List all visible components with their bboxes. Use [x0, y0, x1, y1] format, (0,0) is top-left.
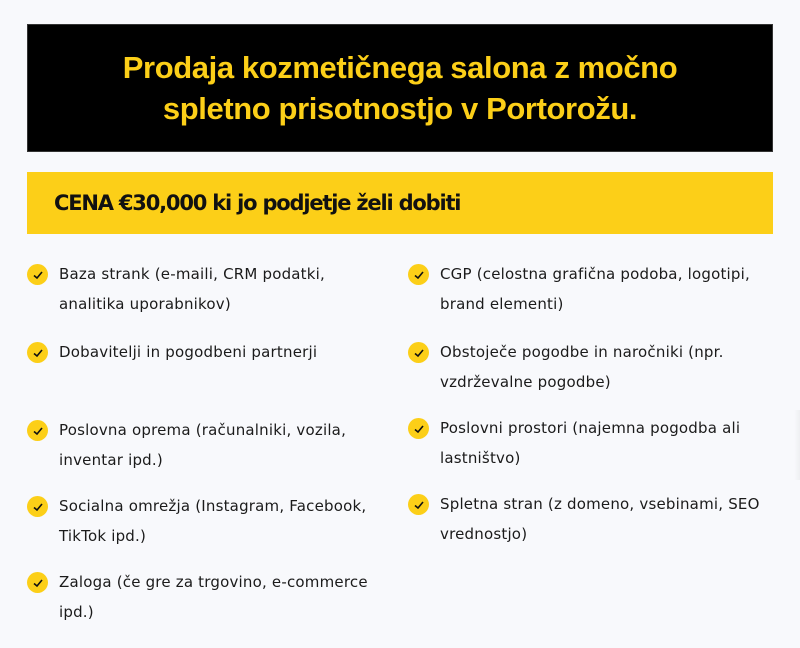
list-item-text: Poslovni prostori (najemna pogodba ali lastništvo)	[440, 419, 741, 467]
feature-list-left	[27, 259, 387, 627]
list-item-text: Spletna stran (z domeno, vsebinami, SEO vrednostjo)	[440, 495, 760, 543]
title-line-2: spletno prisotnostjo v Portorožu.	[162, 91, 638, 126]
list-item	[27, 259, 387, 319]
price-bar	[27, 172, 773, 234]
list-item	[408, 337, 768, 397]
list-item-text: Zaloga (če gre za trgovino, e-commerce ipd.)	[59, 573, 368, 621]
check-circle-icon	[27, 342, 48, 363]
list-item	[27, 337, 387, 367]
feature-list-right	[408, 259, 768, 549]
list-item	[408, 259, 768, 319]
list-item	[408, 413, 768, 473]
price-heading: CENA €30,000 ki jo podjetje želi dobiti	[54, 191, 461, 215]
page-title	[123, 47, 678, 129]
list-item-text: Obstoječe pogodbe in naročniki (npr. vzdrževalne pogodbe)	[440, 343, 724, 391]
check-circle-icon	[408, 264, 429, 285]
edge-shadow	[794, 410, 800, 480]
check-circle-icon	[27, 264, 48, 285]
title-line-1: Prodaja kozmetičnega salona z močno	[122, 50, 678, 85]
list-item-text: Socialna omrežja (Instagram, Facebook, TikTok ipd.)	[59, 497, 367, 545]
list-item	[27, 415, 387, 475]
list-item-text: Poslovna oprema (računalniki, vozila, inventar ipd.)	[59, 421, 347, 469]
check-circle-icon	[27, 496, 48, 517]
check-circle-icon	[27, 420, 48, 441]
list-item	[27, 491, 387, 551]
list-item-text: Baza strank (e-maili, CRM podatki, analitika uporabnikov)	[59, 265, 325, 313]
list-item	[408, 489, 768, 549]
title-banner	[27, 24, 773, 152]
check-circle-icon	[408, 418, 429, 439]
check-circle-icon	[408, 342, 429, 363]
list-item-text: Dobavitelji in pogodbeni partnerji	[59, 343, 318, 361]
check-circle-icon	[27, 572, 48, 593]
list-item	[27, 567, 387, 627]
list-item-text: CGP (celostna grafična podoba, logotipi, brand elementi)	[440, 265, 750, 313]
check-circle-icon	[408, 494, 429, 515]
